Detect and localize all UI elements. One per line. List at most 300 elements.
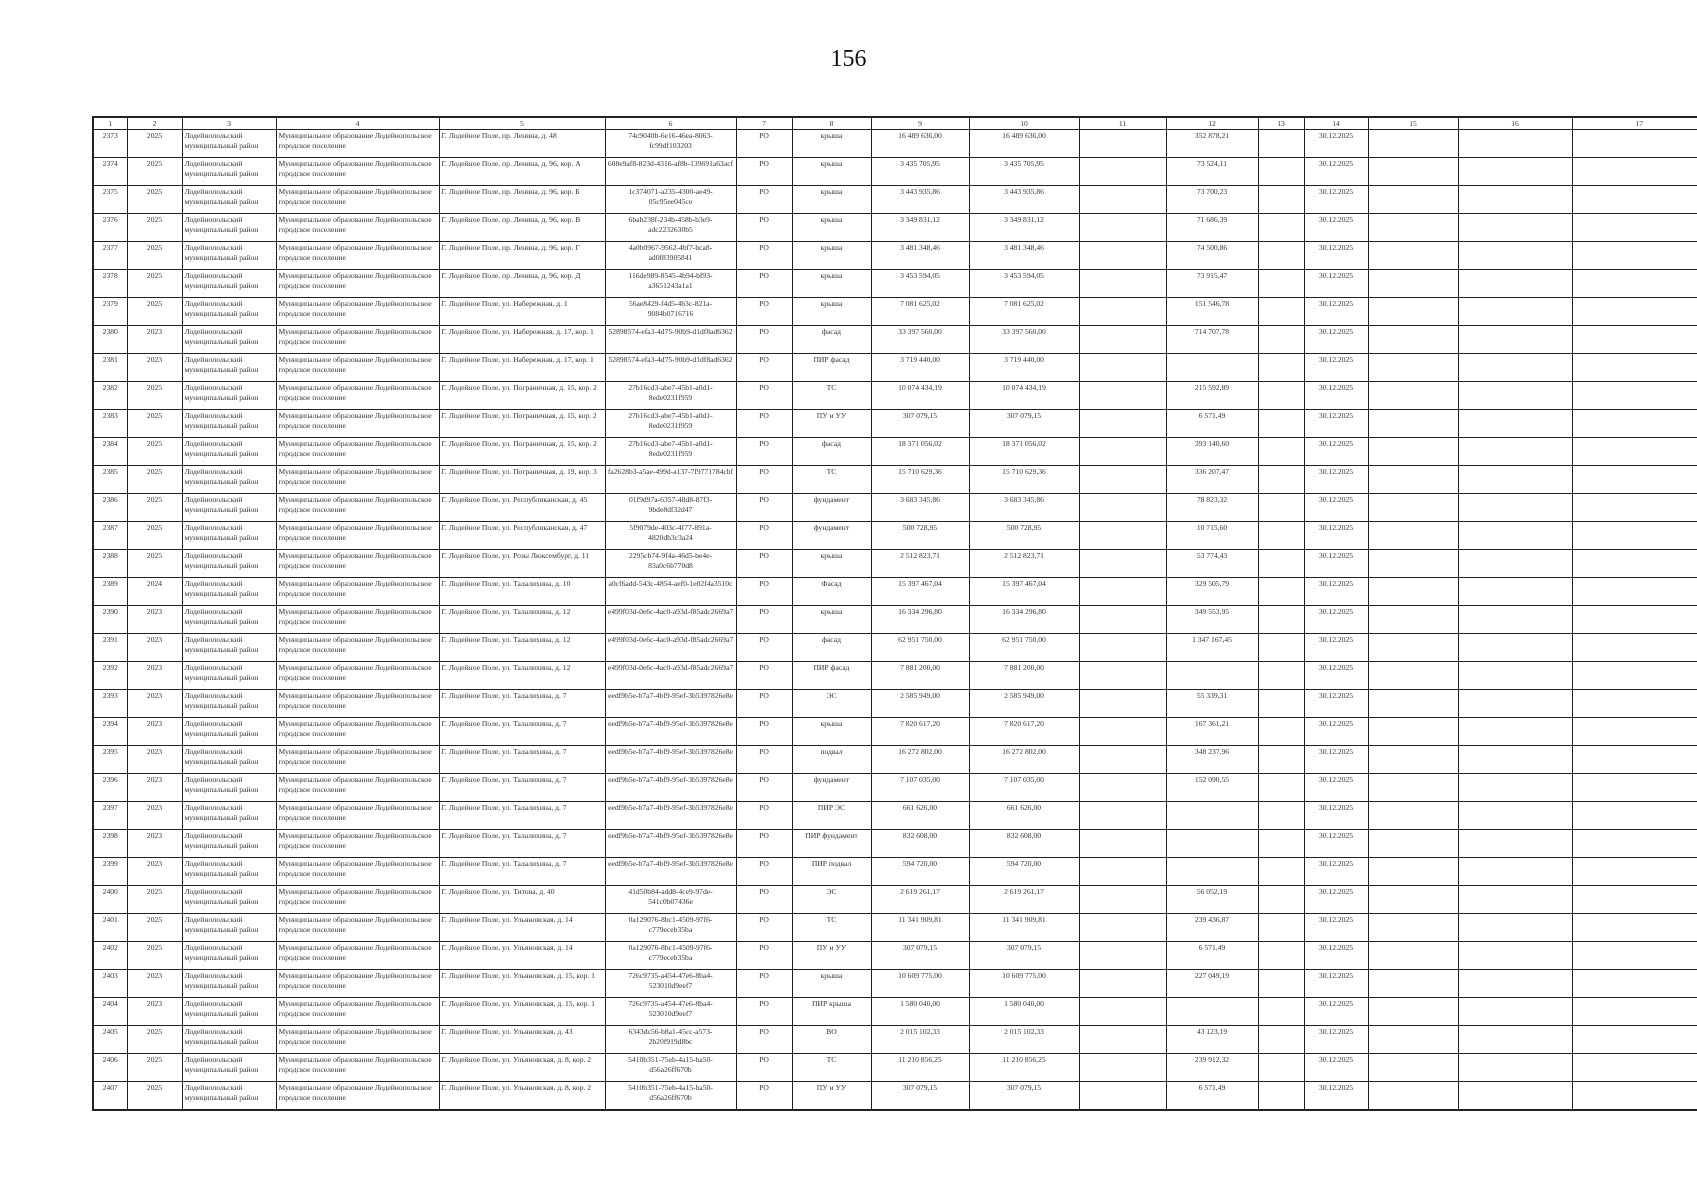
table-cell bbox=[1079, 774, 1166, 802]
table-cell: Г. Лодейное Поле, пр. Ленина, д. 96, кор. В bbox=[439, 214, 605, 242]
table-cell: 661 626,00 bbox=[871, 802, 969, 830]
table-cell: 2023 bbox=[127, 690, 182, 718]
table-row bbox=[93, 1082, 1697, 1110]
table-cell: Г. Лодейное Поле, пр. Ленина, д. 48 bbox=[439, 130, 605, 158]
table-cell: Г. Лодейное Поле, ул. Талалихина, д. 7 bbox=[439, 690, 605, 718]
table-cell bbox=[1258, 382, 1304, 410]
table-cell: РО bbox=[736, 410, 792, 438]
table-cell: 3 435 705,95 bbox=[969, 158, 1079, 186]
table-cell: 30.12.2025 bbox=[1304, 466, 1368, 494]
table-cell: Муниципальное образование Лодейнопольское городское поселение bbox=[276, 830, 439, 858]
table-row bbox=[93, 1054, 1697, 1082]
table-cell bbox=[1458, 998, 1572, 1026]
table-cell: 30.12.2025 bbox=[1304, 1026, 1368, 1054]
table-cell bbox=[1368, 466, 1458, 494]
table-cell: 832 608,00 bbox=[969, 830, 1079, 858]
table-cell: eedf9b5e-b7a7-4bf9-95ef-3b5397826e8e bbox=[605, 802, 736, 830]
table-cell: 30.12.2025 bbox=[1304, 998, 1368, 1026]
table-cell: Муниципальное образование Лодейнопольское городское поселение bbox=[276, 438, 439, 466]
table-cell: 18 371 056,02 bbox=[969, 438, 1079, 466]
table-cell bbox=[1572, 130, 1697, 158]
table-cell: Г. Лодейное Поле, ул. Ульяновская, д. 43 bbox=[439, 1026, 605, 1054]
table-cell bbox=[1079, 214, 1166, 242]
table-cell bbox=[1572, 578, 1697, 606]
table-cell: крыша bbox=[792, 158, 871, 186]
table-cell: Лодейнопольский муниципальный район bbox=[182, 802, 276, 830]
table-cell: РО bbox=[736, 354, 792, 382]
table-cell: 2377 bbox=[93, 242, 127, 270]
table-cell bbox=[1079, 298, 1166, 326]
table-cell: 30.12.2025 bbox=[1304, 186, 1368, 214]
table-cell: 27b16cd3-abe7-45b1-a0d1-8ede0231f959 bbox=[605, 382, 736, 410]
table-row bbox=[93, 578, 1697, 606]
table-cell: 30.12.2025 bbox=[1304, 438, 1368, 466]
table-cell: Муниципальное образование Лодейнопольское городское поселение bbox=[276, 858, 439, 886]
table-cell bbox=[1458, 186, 1572, 214]
table-cell bbox=[1079, 970, 1166, 998]
table-cell: 2402 bbox=[93, 942, 127, 970]
table-cell: 3 349 831,12 bbox=[871, 214, 969, 242]
table-cell: Г. Лодейное Поле, ул. Талалихина, д. 10 bbox=[439, 578, 605, 606]
table-cell: Лодейнопольский муниципальный район bbox=[182, 326, 276, 354]
table-cell bbox=[1258, 634, 1304, 662]
table-cell bbox=[1258, 494, 1304, 522]
table-cell: РО bbox=[736, 802, 792, 830]
table-cell: 30.12.2025 bbox=[1304, 550, 1368, 578]
table-cell bbox=[1079, 522, 1166, 550]
table-cell bbox=[1572, 886, 1697, 914]
table-cell bbox=[1079, 466, 1166, 494]
table-cell: 16 272 802,00 bbox=[871, 746, 969, 774]
table-cell: Г. Лодейное Поле, ул. Ульяновская, д. 8, кор. 2 bbox=[439, 1082, 605, 1110]
table-cell bbox=[1166, 802, 1258, 830]
table-cell bbox=[1458, 942, 1572, 970]
table-cell bbox=[1258, 158, 1304, 186]
table-row bbox=[93, 1026, 1697, 1054]
table-cell: 30.12.2025 bbox=[1304, 970, 1368, 998]
table-cell: 2295cb74-9f4a-46d5-be4e-83a0c6b770d8 bbox=[605, 550, 736, 578]
table-cell: Муниципальное образование Лодейнопольское городское поселение bbox=[276, 186, 439, 214]
table-cell bbox=[1368, 886, 1458, 914]
table-cell bbox=[1368, 270, 1458, 298]
table-cell bbox=[1258, 690, 1304, 718]
table-cell bbox=[1368, 130, 1458, 158]
table-cell: Лодейнопольский муниципальный район bbox=[182, 242, 276, 270]
table-cell bbox=[1458, 326, 1572, 354]
table-cell: 726c9735-a454-47e6-8ba4-523010d9eef7 bbox=[605, 998, 736, 1026]
table-cell: 3 435 705,95 bbox=[871, 158, 969, 186]
table-cell: Г. Лодейное Поле, ул. Талалихина, д. 7 bbox=[439, 802, 605, 830]
table-cell: Лодейнопольский муниципальный район bbox=[182, 662, 276, 690]
table-cell bbox=[1572, 354, 1697, 382]
table-cell: 2 015 102,33 bbox=[871, 1026, 969, 1054]
table-cell: 2375 bbox=[93, 186, 127, 214]
table-cell: 2383 bbox=[93, 410, 127, 438]
table-cell: 393 140,60 bbox=[1166, 438, 1258, 466]
table-cell bbox=[1572, 746, 1697, 774]
table-cell: Муниципальное образование Лодейнопольское городское поселение bbox=[276, 718, 439, 746]
table-cell: Г. Лодейное Поле, ул. Титова, д. 40 bbox=[439, 886, 605, 914]
table-cell: крыша bbox=[792, 550, 871, 578]
table-cell: 2023 bbox=[127, 606, 182, 634]
table-cell: 2025 bbox=[127, 130, 182, 158]
table-cell: fa2628b3-a5ae-499d-a137-7f9771784cbf bbox=[605, 466, 736, 494]
table-cell bbox=[1458, 130, 1572, 158]
table-cell: 15 710 629,36 bbox=[969, 466, 1079, 494]
table-cell: 2 015 102,33 bbox=[969, 1026, 1079, 1054]
table-cell: 500 728,95 bbox=[969, 522, 1079, 550]
table-cell: 30.12.2025 bbox=[1304, 942, 1368, 970]
table-cell bbox=[1079, 1054, 1166, 1082]
table-cell bbox=[1572, 522, 1697, 550]
table-cell: 7 820 617,20 bbox=[969, 718, 1079, 746]
table-cell: 2025 bbox=[127, 886, 182, 914]
table-cell: 7 081 625,02 bbox=[969, 298, 1079, 326]
table-cell bbox=[1258, 718, 1304, 746]
table-cell: крыша bbox=[792, 970, 871, 998]
column-header: 13 bbox=[1258, 117, 1304, 130]
table-cell: РО bbox=[736, 970, 792, 998]
table-cell: 7 881 200,00 bbox=[871, 662, 969, 690]
table-cell: Г. Лодейное Поле, пр. Ленина, д. 96, кор. А bbox=[439, 158, 605, 186]
table-cell: РО bbox=[736, 662, 792, 690]
table-cell: Г. Лодейное Поле, ул. Республиканская, д. 47 bbox=[439, 522, 605, 550]
table-cell: 2404 bbox=[93, 998, 127, 1026]
table-cell: Г. Лодейное Поле, ул. Пограничная, д. 15, кор. 2 bbox=[439, 410, 605, 438]
table-cell: 43 123,19 bbox=[1166, 1026, 1258, 1054]
table-cell: 30.12.2025 bbox=[1304, 578, 1368, 606]
table-cell bbox=[1572, 830, 1697, 858]
table-cell bbox=[1572, 1082, 1697, 1110]
table-cell bbox=[1079, 158, 1166, 186]
table-cell: 329 505,79 bbox=[1166, 578, 1258, 606]
table-cell: 10 609 775,00 bbox=[969, 970, 1079, 998]
table-cell bbox=[1258, 858, 1304, 886]
table-cell: ПУ и УУ bbox=[792, 942, 871, 970]
table-cell: 239 912,32 bbox=[1166, 1054, 1258, 1082]
table-cell bbox=[1368, 298, 1458, 326]
table-cell bbox=[1258, 998, 1304, 1026]
table-cell: Лодейнопольский муниципальный район bbox=[182, 410, 276, 438]
table-cell: Муниципальное образование Лодейнопольское городское поселение bbox=[276, 774, 439, 802]
table-cell: РО bbox=[736, 914, 792, 942]
table-cell bbox=[1572, 690, 1697, 718]
table-cell: крыша bbox=[792, 606, 871, 634]
table-cell: 2 512 823,71 bbox=[871, 550, 969, 578]
table-cell bbox=[1079, 438, 1166, 466]
table-cell: крыша bbox=[792, 298, 871, 326]
table-cell: ПИР фундамент bbox=[792, 830, 871, 858]
table-row bbox=[93, 494, 1697, 522]
table-cell: Г. Лодейное Поле, ул. Ульяновская, д. 15, кор. 1 bbox=[439, 998, 605, 1026]
table-row bbox=[93, 942, 1697, 970]
column-header: 16 bbox=[1458, 117, 1572, 130]
table-row bbox=[93, 130, 1697, 158]
table-cell: ПИР крыша bbox=[792, 998, 871, 1026]
table-cell bbox=[1368, 970, 1458, 998]
table-cell bbox=[1079, 662, 1166, 690]
table-cell: РО bbox=[736, 634, 792, 662]
table-cell: Лодейнопольский муниципальный район bbox=[182, 830, 276, 858]
table-cell: Г. Лодейное Поле, пр. Ленина, д. 96, кор. Б bbox=[439, 186, 605, 214]
table-cell: 15 710 629,36 bbox=[871, 466, 969, 494]
table-cell: 52898574-efa3-4d75-90b9-d1df8ad6362 bbox=[605, 354, 736, 382]
table-cell: крыша bbox=[792, 214, 871, 242]
table-cell bbox=[1079, 606, 1166, 634]
table-row bbox=[93, 354, 1697, 382]
table-cell: 2025 bbox=[127, 298, 182, 326]
table-cell: фасад bbox=[792, 438, 871, 466]
table-cell: РО bbox=[736, 718, 792, 746]
table-cell: 2023 bbox=[127, 354, 182, 382]
table-cell bbox=[1258, 298, 1304, 326]
table-cell: 2 512 823,71 bbox=[969, 550, 1079, 578]
table-cell: Муниципальное образование Лодейнопольское городское поселение bbox=[276, 634, 439, 662]
table-cell bbox=[1458, 410, 1572, 438]
table-cell: 30.12.2025 bbox=[1304, 858, 1368, 886]
table-cell bbox=[1258, 914, 1304, 942]
table-cell bbox=[1258, 1026, 1304, 1054]
table-cell bbox=[1368, 858, 1458, 886]
table-cell: 2025 bbox=[127, 270, 182, 298]
table-row bbox=[93, 802, 1697, 830]
table-cell bbox=[1368, 550, 1458, 578]
table-cell: 2025 bbox=[127, 494, 182, 522]
table-cell: Лодейнопольский муниципальный район bbox=[182, 606, 276, 634]
table-cell: 41d50b84-add8-4ce9-97de-541c0b07436e bbox=[605, 886, 736, 914]
table-cell bbox=[1458, 746, 1572, 774]
table-cell: крыша bbox=[792, 718, 871, 746]
table-row bbox=[93, 550, 1697, 578]
table-cell: Лодейнопольский муниципальный район bbox=[182, 550, 276, 578]
table-cell bbox=[1258, 186, 1304, 214]
table-cell: 3 683 345,86 bbox=[871, 494, 969, 522]
table-cell bbox=[1258, 522, 1304, 550]
table-cell bbox=[1258, 130, 1304, 158]
table-cell: 30.12.2025 bbox=[1304, 1082, 1368, 1110]
table-cell: Лодейнопольский муниципальный район bbox=[182, 774, 276, 802]
table-cell: 2023 bbox=[127, 718, 182, 746]
table-cell bbox=[1572, 774, 1697, 802]
table-cell: 1 580 040,00 bbox=[871, 998, 969, 1026]
table-cell: Лодейнопольский муниципальный район bbox=[182, 186, 276, 214]
table-cell bbox=[1368, 242, 1458, 270]
table-cell: 349 553,95 bbox=[1166, 606, 1258, 634]
table-cell: 307 079,15 bbox=[969, 942, 1079, 970]
table-row bbox=[93, 242, 1697, 270]
table-cell: Муниципальное образование Лодейнопольское городское поселение bbox=[276, 214, 439, 242]
table-cell: ТС bbox=[792, 466, 871, 494]
table-cell: Лодейнопольский муниципальный район bbox=[182, 942, 276, 970]
table-cell: 608e9af8-823d-4316-af8b-139691a63acf bbox=[605, 158, 736, 186]
table-cell: 27b16cd3-abe7-45b1-a0d1-8ede0231f959 bbox=[605, 438, 736, 466]
table-row bbox=[93, 662, 1697, 690]
table-cell bbox=[1258, 606, 1304, 634]
table-cell: 2023 bbox=[127, 858, 182, 886]
table-cell: 352 878,21 bbox=[1166, 130, 1258, 158]
table-cell: Муниципальное образование Лодейнопольское городское поселение bbox=[276, 382, 439, 410]
table-cell: РО bbox=[736, 438, 792, 466]
table-cell: 56 052,19 bbox=[1166, 886, 1258, 914]
table-cell bbox=[1368, 942, 1458, 970]
table-cell: 2406 bbox=[93, 1054, 127, 1082]
table-cell bbox=[1368, 1054, 1458, 1082]
table-cell: Г. Лодейное Поле, ул. Талалихина, д. 12 bbox=[439, 662, 605, 690]
table-cell: 30.12.2025 bbox=[1304, 830, 1368, 858]
table-cell: 307 079,15 bbox=[871, 410, 969, 438]
table-cell: Лодейнопольский муниципальный район bbox=[182, 130, 276, 158]
table-cell: 2025 bbox=[127, 410, 182, 438]
table-cell bbox=[1368, 746, 1458, 774]
column-header: 14 bbox=[1304, 117, 1368, 130]
table-cell: РО bbox=[736, 1026, 792, 1054]
table-cell bbox=[1572, 942, 1697, 970]
table-cell: РО bbox=[736, 130, 792, 158]
table-cell bbox=[1458, 382, 1572, 410]
table-cell: РО bbox=[736, 858, 792, 886]
table-cell: ТС bbox=[792, 382, 871, 410]
table-cell: 2394 bbox=[93, 718, 127, 746]
table-cell: РО bbox=[736, 158, 792, 186]
table-cell bbox=[1258, 410, 1304, 438]
table-cell bbox=[1079, 942, 1166, 970]
table-cell: 30.12.2025 bbox=[1304, 718, 1368, 746]
column-header: 3 bbox=[182, 117, 276, 130]
table-cell: Муниципальное образование Лодейнопольское городское поселение bbox=[276, 746, 439, 774]
table-cell bbox=[1368, 802, 1458, 830]
table-cell bbox=[1079, 634, 1166, 662]
table-cell: Лодейнопольский муниципальный район bbox=[182, 382, 276, 410]
table-cell bbox=[1166, 662, 1258, 690]
table-cell: ЭС bbox=[792, 886, 871, 914]
table-cell: 2405 bbox=[93, 1026, 127, 1054]
table-cell: 2025 bbox=[127, 1054, 182, 1082]
table-cell: 6 571,49 bbox=[1166, 1082, 1258, 1110]
table-cell bbox=[1368, 158, 1458, 186]
table-cell: 2387 bbox=[93, 522, 127, 550]
table-cell: Муниципальное образование Лодейнопольское городское поселение bbox=[276, 802, 439, 830]
table-cell bbox=[1572, 634, 1697, 662]
table-cell: ПИР ЭС bbox=[792, 802, 871, 830]
table-cell: eedf9b5e-b7a7-4bf9-95ef-3b5397826e8e bbox=[605, 830, 736, 858]
table-cell: 2403 bbox=[93, 970, 127, 998]
table-cell: Лодейнопольский муниципальный район bbox=[182, 578, 276, 606]
table-cell: Муниципальное образование Лодейнопольское городское поселение bbox=[276, 326, 439, 354]
table-row bbox=[93, 634, 1697, 662]
table-cell: 2376 bbox=[93, 214, 127, 242]
table-cell bbox=[1258, 242, 1304, 270]
table-cell: 307 079,15 bbox=[969, 410, 1079, 438]
table-cell: 307 079,15 bbox=[871, 942, 969, 970]
table-cell bbox=[1079, 886, 1166, 914]
table-cell bbox=[1258, 830, 1304, 858]
table-cell: 307 079,15 bbox=[969, 1082, 1079, 1110]
table-cell: 2397 bbox=[93, 802, 127, 830]
table-cell: Муниципальное образование Лодейнопольское городское поселение bbox=[276, 970, 439, 998]
table-cell: 2373 bbox=[93, 130, 127, 158]
table-cell: 55 339,31 bbox=[1166, 690, 1258, 718]
table-cell: eedf9b5e-b7a7-4bf9-95ef-3b5397826e8e bbox=[605, 690, 736, 718]
table-cell: 7 881 200,00 bbox=[969, 662, 1079, 690]
table-cell: Г. Лодейное Поле, ул. Ульяновская, д. 15, кор. 1 bbox=[439, 970, 605, 998]
table-cell bbox=[1572, 326, 1697, 354]
table-cell: 3 453 594,05 bbox=[871, 270, 969, 298]
table-cell: 11 341 909,81 bbox=[871, 914, 969, 942]
table-cell bbox=[1458, 914, 1572, 942]
table-cell bbox=[1572, 186, 1697, 214]
table-cell: 3 443 935,86 bbox=[871, 186, 969, 214]
table-cell: РО bbox=[736, 998, 792, 1026]
table-cell: Лодейнопольский муниципальный район bbox=[182, 998, 276, 1026]
table-cell: ЭС bbox=[792, 690, 871, 718]
table-cell: Лодейнопольский муниципальный район bbox=[182, 858, 276, 886]
table-cell bbox=[1258, 886, 1304, 914]
table-cell bbox=[1572, 382, 1697, 410]
column-header: 6 bbox=[605, 117, 736, 130]
table-cell: Г. Лодейное Поле, ул. Республиканская, д. 45 bbox=[439, 494, 605, 522]
table-cell: 2385 bbox=[93, 466, 127, 494]
table-cell: 6 571,49 bbox=[1166, 942, 1258, 970]
table-cell bbox=[1572, 438, 1697, 466]
table-cell: Лодейнопольский муниципальный район bbox=[182, 690, 276, 718]
table-cell: 10 715,60 bbox=[1166, 522, 1258, 550]
table-cell: Муниципальное образование Лодейнопольское городское поселение bbox=[276, 466, 439, 494]
table-cell bbox=[1079, 690, 1166, 718]
table-cell: РО bbox=[736, 746, 792, 774]
table-cell: 336 207,47 bbox=[1166, 466, 1258, 494]
table-cell: 10 074 434,19 bbox=[871, 382, 969, 410]
table-cell: 2025 bbox=[127, 466, 182, 494]
table-cell bbox=[1368, 774, 1458, 802]
table-cell: 116de989-8545-4b94-bf93-a3651243a1a1 bbox=[605, 270, 736, 298]
table-cell bbox=[1572, 466, 1697, 494]
table-row bbox=[93, 998, 1697, 1026]
table-cell: 53 774,43 bbox=[1166, 550, 1258, 578]
table-body bbox=[93, 130, 1697, 1110]
table-cell bbox=[1368, 1026, 1458, 1054]
table-cell bbox=[1368, 438, 1458, 466]
table-cell: 2391 bbox=[93, 634, 127, 662]
table-cell: 714 707,78 bbox=[1166, 326, 1258, 354]
table-cell bbox=[1572, 718, 1697, 746]
column-header: 8 bbox=[792, 117, 871, 130]
table-cell: Муниципальное образование Лодейнопольское городское поселение bbox=[276, 158, 439, 186]
table-cell: 2384 bbox=[93, 438, 127, 466]
table-row bbox=[93, 382, 1697, 410]
table-cell: 5410b351-75eb-4a15-ba50-d56a26ff670b bbox=[605, 1082, 736, 1110]
table-cell bbox=[1458, 886, 1572, 914]
table-cell: 3 719 440,00 bbox=[969, 354, 1079, 382]
table-cell: 0a129076-8bc1-4509-97f6-c779eceb35ba bbox=[605, 942, 736, 970]
table-cell: 2023 bbox=[127, 634, 182, 662]
table-cell bbox=[1079, 578, 1166, 606]
table-cell: Лодейнопольский муниципальный район bbox=[182, 298, 276, 326]
table-cell: 2396 bbox=[93, 774, 127, 802]
table-cell: 152 090,55 bbox=[1166, 774, 1258, 802]
table-cell: 2025 bbox=[127, 158, 182, 186]
table-cell: e499f03d-0e6c-4ac0-a93d-f85adc2669a7 bbox=[605, 662, 736, 690]
table-cell: Лодейнопольский муниципальный район bbox=[182, 970, 276, 998]
table-cell bbox=[1079, 998, 1166, 1026]
table-cell: Г. Лодейное Поле, ул. Талалихина, д. 12 bbox=[439, 634, 605, 662]
table-cell: 71 686,39 bbox=[1166, 214, 1258, 242]
table-cell bbox=[1458, 634, 1572, 662]
table-cell: фундамент bbox=[792, 494, 871, 522]
table-cell: eedf9b5e-b7a7-4bf9-95ef-3b5397826e8e bbox=[605, 718, 736, 746]
table-cell: 1c374071-a235-4300-ae49-05c95ee045ce bbox=[605, 186, 736, 214]
table-cell bbox=[1258, 1054, 1304, 1082]
table-cell: Муниципальное образование Лодейнопольское городское поселение bbox=[276, 494, 439, 522]
